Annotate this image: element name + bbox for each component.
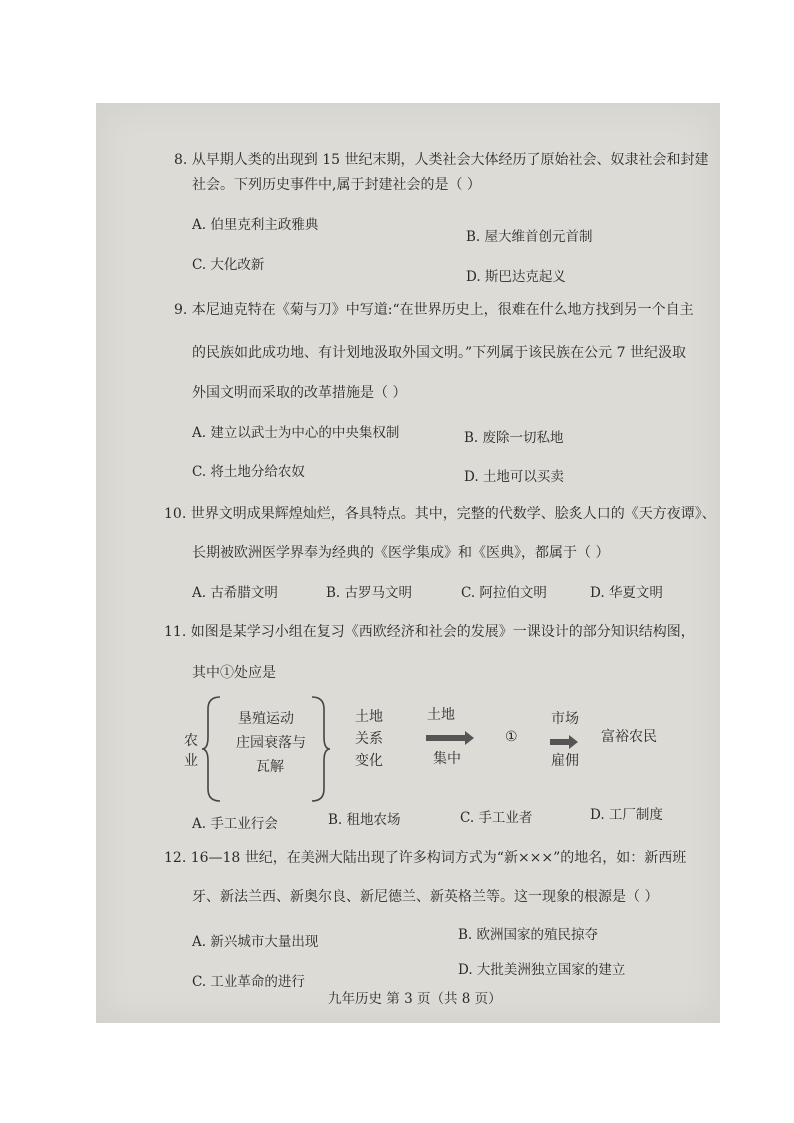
q8-stem-line2: 社会。下列历史事件中,属于封建社会的是（ ） xyxy=(192,177,481,193)
q12-option-d: D. 大批美洲独立国家的建立 xyxy=(458,962,626,978)
left-brace-icon xyxy=(200,695,224,803)
q9-option-c: C. 将土地分给农奴 xyxy=(192,464,305,480)
q8-option-d: D. 斯巴达克起义 xyxy=(466,269,566,285)
q9-option-d: D. 土地可以买卖 xyxy=(464,469,564,485)
q12-option-c: C. 工业革命的进行 xyxy=(192,974,305,990)
diagram-arrow2-bottom: 雇佣 xyxy=(551,753,579,769)
diagram-circle-blank: ① xyxy=(505,729,518,745)
q8-stem-line1: 8. 从早期人类的出现到 15 世纪末期，人类社会大体经历了原始社会、奴隶社会和封建 xyxy=(174,152,709,168)
page-footer: 九年历史 第 3 页（共 8 页） xyxy=(328,991,502,1007)
q11-option-a: A. 手工业行会 xyxy=(192,816,278,832)
diagram-brace-item2: 庄园衰落与 xyxy=(236,735,306,751)
q9-stem-line3: 外国文明而采取的改革措施是（ ） xyxy=(192,385,407,401)
exam-page xyxy=(96,103,720,1023)
q9-stem-line1: 9. 本尼迪克特在《菊与刀》中写道:“在世界历史上，很难在什么地方找到另一个自主 xyxy=(174,302,694,318)
diagram-arrow1-bottom: 集中 xyxy=(433,751,461,767)
q10-option-a: A. 古希腊文明 xyxy=(192,585,278,601)
q9-option-b: B. 废除一切私地 xyxy=(464,430,564,446)
right-brace-icon xyxy=(308,695,332,803)
q10-option-b: B. 古罗马文明 xyxy=(326,585,413,601)
q11-option-d: D. 工厂制度 xyxy=(590,807,663,823)
diagram-result: 富裕农民 xyxy=(601,729,657,745)
q10-stem-line1: 10. 世界文明成果辉煌灿烂，各具特点。其中，完整的代数学、脍炙人口的《天方夜谭》、 xyxy=(164,506,716,522)
diagram-arrow2-top: 市场 xyxy=(551,711,579,727)
diagram-agri-char1: 农 xyxy=(184,733,198,749)
q11-option-b: B. 租地农场 xyxy=(328,812,401,828)
q11-stem-line2: 其中①处应是 xyxy=(192,665,276,681)
q9-option-a: A. 建立以武士为中心的中央集权制 xyxy=(192,425,400,441)
q11-stem-line1: 11. 如图是某学习小组在复习《西欧经济和社会的发展》一课设计的部分知识结构图， xyxy=(164,624,695,640)
q10-option-c: C. 阿拉伯文明 xyxy=(461,585,547,601)
diagram-agri-char2: 业 xyxy=(184,753,198,769)
diagram-land-line1: 土地 xyxy=(355,709,383,725)
diagram-brace-item3: 瓦解 xyxy=(256,759,284,775)
q10-option-d: D. 华夏文明 xyxy=(590,585,663,601)
q8-option-a: A. 伯里克利主政雅典 xyxy=(192,217,319,233)
right-arrow-icon xyxy=(426,735,466,741)
q12-option-a: A. 新兴城市大量出现 xyxy=(192,934,319,950)
q10-stem-line2: 长期被欧洲医学界奉为经典的《医学集成》和《医典》，都属于（ ） xyxy=(192,545,610,561)
q12-stem-line2: 牙、新法兰西、新奥尔良、新尼德兰、新英格兰等。这一现象的根源是（ ） xyxy=(192,889,659,905)
knowledge-structure-diagram xyxy=(96,693,720,813)
q9-stem-line2: 的民族如此成功地、有计划地汲取外国文明。”下列属于该民族在公元 7 世纪汲取 xyxy=(192,345,686,361)
diagram-land-line3: 变化 xyxy=(355,753,383,769)
q8-option-c: C. 大化改新 xyxy=(192,257,265,273)
q11-option-c: C. 手工业者 xyxy=(460,810,533,826)
diagram-brace-item1: 垦殖运动 xyxy=(238,711,294,727)
q12-option-b: B. 欧洲国家的殖民掠夺 xyxy=(458,927,599,943)
q8-option-b: B. 屋大维首创元首制 xyxy=(466,229,593,245)
diagram-arrow1-top: 土地 xyxy=(427,707,455,723)
diagram-land-line2: 关系 xyxy=(355,731,383,747)
right-arrow-icon xyxy=(550,739,570,745)
q12-stem-line1: 12. 16—18 世纪，在美洲大陆出现了许多构词方式为“新×××”的地名，如：新西班 xyxy=(164,850,687,866)
